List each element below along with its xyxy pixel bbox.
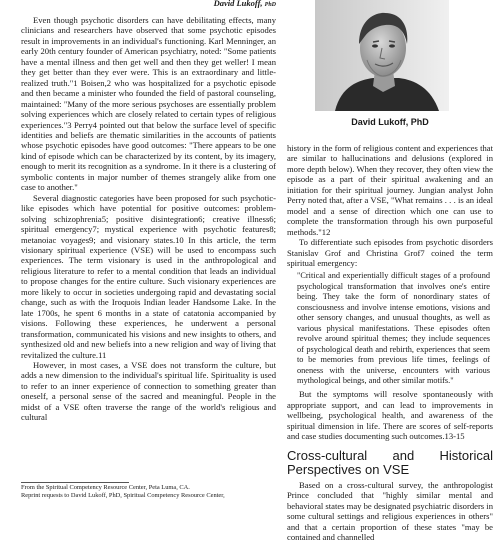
footnote	[21, 484, 283, 500]
left-paragraph-2: Several diagnostic categories have been proposed for such psychotic-like episodes which have potential for positive outcomes: problem-solving schizophrenia5; positive disintegration6; creative illness6; spiritual emergency7; mystical experience with psychotic features8; metanoiac voyages9; and visionary states.10 In this article, the term visionary spiritual experience (VSE) will be used to encompass such experiences. The term visionary is used in the anthropological and religious literature to refer to a mental condition that leads an individual to propose changes for the entire culture. Such visionary experiences are more likely to occur in societies undergoing rapid and devastating social change, such as with the Iroquois Indian leader Handsome Lake. In the late 1700s, he spent 6 months in a state of catatonia accompanied by visions. Following these experiences, he underwent a personal transformation, communicated his visions and new insights to others, and synthesized old and new beliefs into a new religion and way of living that revitalized the culture.11	[21, 192, 276, 360]
author-byline	[150, 0, 276, 8]
portrait-image	[315, 0, 449, 111]
author-name: David Lukoff,	[213, 0, 263, 8]
author-photo	[315, 0, 449, 111]
author-credential: PhD	[264, 2, 276, 8]
left-column	[21, 15, 276, 423]
right-column	[287, 143, 493, 542]
footnote-rule	[21, 482, 129, 483]
section-heading: Cross-cultural and Historical Perspectives on VSE	[287, 447, 493, 477]
right-paragraph-2: To differentiate such episodes from psychotic disorders Stanislav Grof and Christina Grof7 coined the term spiritual emergency:	[287, 237, 493, 268]
section-paragraph: Based on a cross-cultural survey, the anthropologist Prince concluded that "highly similar mental and behavioral states may be designated psychiatric disorders in some cultural settings and religious experiences in others" and that a certain proportion of these states "may be contained and channelled	[287, 479, 493, 542]
footnote-line-2: Reprint requests to David Lukoff, PhD, Spiritual Competency Resource Center,	[21, 491, 225, 499]
right-paragraph-1: history in the form of religious content and experiences that are similar to hallucinations and delusions (explored in more depth below). When they recover, they often view the episode as a part of their spiritual awakening and an initiation for their spiritual journey. Jungian analyst John Perry noted that, after a VSE, "What remains . . . is an ideal model and a sense of direction which one can use to complete the transformation through his own purposeful methods."12	[287, 143, 493, 237]
right-paragraph-3: But the symptoms will resolve spontaneously with appropriate support, and can lead to improvements in wellbeing, psychological health, and awareness of the spiritual dimension in life. There are scores of self-reports and case studies documenting such outcomes.13-15	[287, 389, 493, 442]
footnote-line-1: From the Spiritual Competency Resource Center, Peta Luma, CA.	[21, 484, 190, 491]
block-quote: "Critical and experientially difficult stages of a profound psychological transformation that involves one's entire being. They take the form of nonordinary states of consciousness and involve intense emotions, visions and other sensory changes, and unusual thoughts, as well as various physical manifestations. These episodes often revolve around spiritual themes; they include sequences of psychological death and rebirth, experiences that seem to be memories from previous life times, feelings of oneness with the universe, encounters with various mythological beings, and other similar motifs."	[297, 271, 490, 385]
photo-caption: David Lukoff, PhD	[351, 117, 429, 127]
left-paragraph-3: However, in most cases, a VSE does not transform the culture, but adds a new dimension to the individual's spiritual life. Spirituality is used to refer to an inner experience of connection to something greater than oneself, a personal sense of the sacred and meaningful. People in the midst of a VSE often traverse the range of the world's religious and cultural	[21, 359, 276, 423]
left-paragraph-1: Even though psychotic disorders can have debilitating effects, many clinicians and researchers have observed that some psychotic episodes result in improvements in an individual's functioning. Karl Menninger, an early 20th century founder of American psychiatry, noted: "Some patients have a mental illness and then get well and then they get weller! I mean they get better than they ever were. This is an extraordinary and little-realized truth."1 Boisen,2 who was hospitalized for a psychotic episode and then became a minister who founded the field of pastoral counseling, maintained: "Many of the more serious psychoses are essentially problem solving experiences which are closely related to certain types of religious experiences."3 Perry4 pointed out that below the surface level of specific identities and beliefs are thematic similarities in the accounts of patients whose psychotic episodes have good outcomes: "There appears to be one kind of episode which can be characterized by its content, by its imagery, enough to merit its recognition as a syndrome. In it there is a clustering of symbolic contents in major number of themes strangely alike from one case to another."	[21, 15, 276, 193]
